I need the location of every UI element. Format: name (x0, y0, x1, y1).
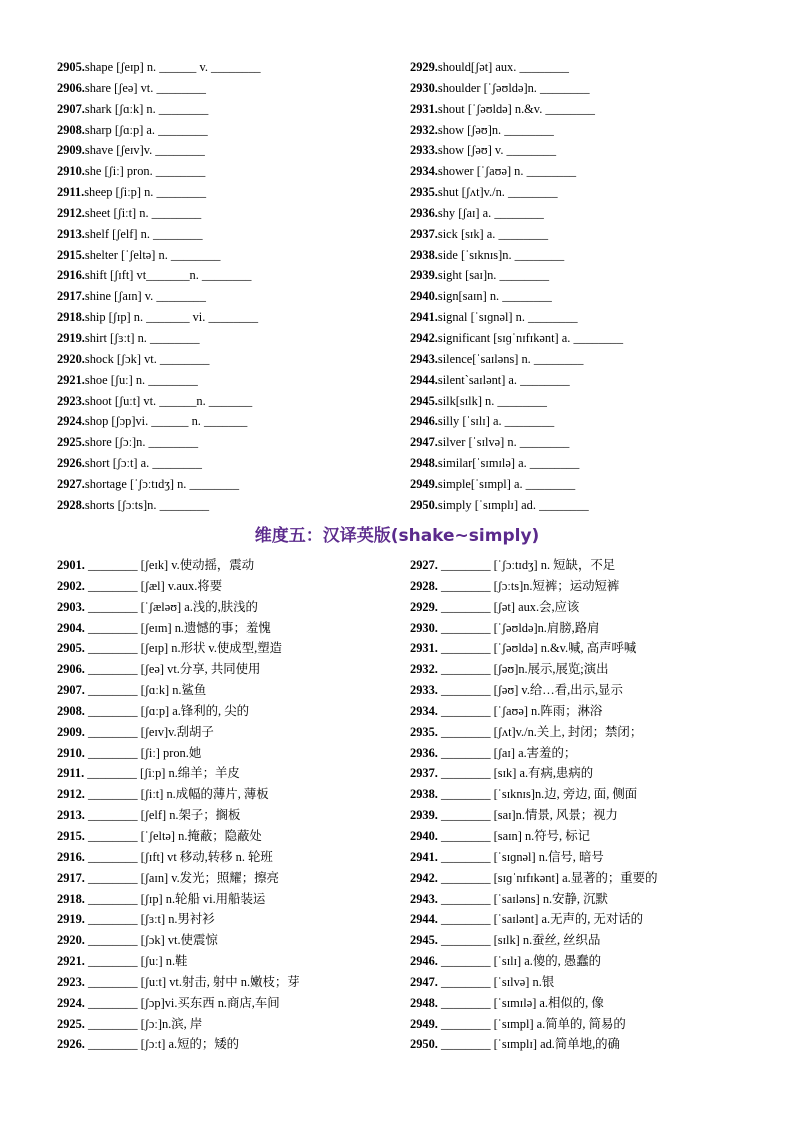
entry-number: 2917. (57, 870, 85, 885)
entry-text: ________ [ˈsɪknɪs]n.边, 旁边, 面, 侧面 (437, 787, 638, 802)
entry-text: ________ [ʃeɪm] n.遗憾的事；羞愧 (84, 620, 271, 635)
entry-number: 2932. (410, 122, 438, 137)
vocab-entry (410, 1014, 657, 1035)
entry-number: 2941. (410, 849, 438, 864)
entry-number: 2915. (57, 247, 85, 262)
entry-number: 2907. (57, 101, 85, 116)
entry-number: 2923. (57, 393, 85, 408)
entry-text: should[ʃət] aux. ________ (437, 60, 570, 74)
vocab-entry (410, 618, 657, 639)
entry-text: ________ [ʃɔːt] a.短的；矮的 (84, 1037, 240, 1052)
entry-number: 2929. (410, 599, 438, 614)
entry-text: ________ [ʃɪp] n.轮船 vi.用船装运 (84, 891, 266, 906)
vocab-entry (57, 763, 300, 784)
entry-number: 2926. (57, 456, 85, 471)
entry-text: ________ [ʃuːt] vt.射击, 射中 n.嫩枝；芽 (84, 974, 300, 989)
entry-text: silly [ˈsɪlɪ] a. ________ (437, 414, 555, 429)
entry-number: 2918. (57, 891, 85, 906)
entry-number: 2949. (410, 1016, 438, 1031)
entry-text: ________ [sɪk] a.有病,患病的 (437, 766, 594, 781)
entry-number: 2934. (410, 164, 438, 179)
entry-number: 2905. (57, 60, 85, 74)
entry-number: 2928. (410, 578, 438, 593)
entry-number: 2928. (57, 497, 85, 512)
entry-text: shout [ˈʃəʊldə] n.&v. ________ (437, 101, 595, 116)
section2-title: 维度五：汉译英版(shake~simply) (254, 526, 540, 546)
vocab-entry (57, 722, 300, 743)
entry-number: 2926. (57, 1037, 85, 1052)
entry-text: shop [ʃɔp]vi. ______ n. _______ (84, 414, 248, 429)
vocab-entry (410, 763, 657, 784)
vocab-entry (57, 868, 300, 889)
entry-text: ________ [ʃɔːts]n.短裤；运动短裤 (437, 578, 620, 593)
entry-number: 2938. (410, 787, 438, 802)
entry-text: shelf [ʃelf] n. ________ (84, 226, 203, 241)
entry-text: short [ʃɔːt] a. ________ (84, 456, 202, 471)
vocab-entry (57, 618, 300, 639)
entry-text: shelter [ˈʃeltə] n. ________ (84, 247, 221, 262)
vocab-entry (57, 680, 300, 701)
vocab-entry (410, 307, 623, 328)
entry-number: 2913. (57, 808, 85, 823)
entry-number: 2938. (410, 247, 438, 262)
vocab-entry (410, 182, 623, 203)
entry-text: show [ʃəʊ] v. ________ (437, 143, 557, 158)
entry-number: 2942. (410, 330, 438, 345)
entry-text: ________ [saɪ]n.情景, 风景；视力 (437, 808, 618, 823)
entry-text: ________ [ʃɔp]vi.买东西 n.商店,车间 (84, 995, 280, 1010)
entry-text: ________ [ˈʃɔːtɪdʒ] n. 短缺，不足 (437, 558, 616, 572)
entry-number: 2917. (57, 289, 85, 304)
entry-number: 2946. (410, 414, 438, 429)
vocab-entry (410, 99, 623, 120)
entry-text: ________ [ʃaɪ] a.害羞的； (437, 745, 577, 760)
entry-number: 2905. (57, 641, 85, 656)
entry-number: 2945. (410, 393, 438, 408)
entry-number: 2948. (410, 456, 438, 471)
entry-text: ________ [ʃiːp] n.绵羊；羊皮 (84, 766, 240, 781)
vocab-entry (57, 597, 300, 618)
entry-text: silence[ˈsaɪləns] n. ________ (437, 351, 584, 366)
entry-text: sick [sɪk] a. ________ (437, 226, 549, 241)
entry-number: 2915. (57, 828, 85, 843)
entry-text: ________ [ʃɔk] vt.使震惊 (84, 933, 218, 948)
entry-number: 2921. (57, 372, 85, 387)
entry-text: silk[sɪlk] n. ________ (437, 393, 547, 408)
vocab-entry (410, 224, 623, 245)
vocab-entry (57, 638, 300, 659)
entry-number: 2910. (57, 164, 85, 179)
entry-number: 2909. (57, 724, 85, 739)
entry-number: 2909. (57, 143, 85, 158)
entry-number: 2912. (57, 205, 85, 220)
entry-number: 2921. (57, 954, 85, 969)
entry-number: 2950. (410, 1037, 438, 1052)
vocab-entry (57, 889, 300, 910)
entry-text: ________ [ʃɑːp] a.锋利的, 尖的 (84, 703, 249, 718)
entry-text: sheet [ʃiːt] n. ________ (84, 205, 202, 220)
entry-number: 2932. (410, 662, 438, 677)
vocab-entry (410, 909, 657, 930)
entry-text: shoot [ʃuːt] vt. ______n. _______ (84, 393, 253, 408)
entry-number: 2949. (410, 476, 438, 491)
vocab-entry (410, 555, 657, 576)
vocab-entry (410, 120, 623, 141)
entry-text: ________ [ʃelf] n.架子；搁板 (84, 808, 241, 823)
entry-text: ________ [ʃɔː]n.滨, 岸 (84, 1016, 203, 1031)
entry-text: side [ˈsɪknɪs]n. ________ (437, 247, 565, 262)
entry-text: ________ [ˈʃəʊldə]n.肩膀,路肩 (437, 620, 600, 635)
entry-text: ________ [ˈʃəʊldə] n.&v.喊, 高声呼喊 (437, 641, 637, 656)
entry-number: 2950. (410, 497, 438, 512)
entry-text: ________ [ˈsɪmpl] a.简单的, 简易的 (437, 1016, 626, 1031)
entry-text: ________ [ʃuː] n.鞋 (84, 954, 188, 969)
vocab-entry (410, 328, 623, 349)
entry-text: simple[ˈsɪmpl] a. ________ (437, 476, 576, 491)
entry-number: 2904. (57, 620, 85, 635)
vocab-entry (57, 203, 261, 224)
vocab-entry (410, 453, 623, 474)
vocab-entry (57, 57, 261, 78)
entry-text: ________ [ˈsaɪləns] n.安静, 沉默 (437, 891, 608, 906)
vocab-entry (57, 847, 300, 868)
entry-text: ________ [ʃəʊ] v.给…看,出示,显示 (437, 683, 623, 698)
entry-text: sharp [ʃɑːp] a. ________ (84, 122, 208, 137)
entry-number: 2930. (410, 80, 438, 95)
entry-number: 2913. (57, 226, 85, 241)
vocab-entry (57, 909, 300, 930)
vocab-entry (410, 245, 623, 266)
entry-text: share [ʃeə] vt. ________ (84, 80, 207, 95)
entry-text: ________ [ˈsaɪlənt] a.无声的, 无对话的 (437, 912, 643, 927)
entry-text: shave [ʃeɪv]v. ________ (84, 143, 205, 158)
vocab-entry (410, 474, 623, 495)
vocab-entry (410, 432, 623, 453)
entry-number: 2916. (57, 268, 85, 283)
vocab-entry (410, 391, 623, 412)
vocab-entry (410, 576, 657, 597)
vocab-entry (57, 78, 261, 99)
entry-text: shy [ʃaɪ] a. ________ (437, 205, 544, 220)
entry-number: 2936. (410, 205, 438, 220)
vocab-entry (57, 930, 300, 951)
vocab-entry (57, 328, 261, 349)
entry-text: shift [ʃɪft] vt_______n. ________ (84, 268, 252, 283)
entry-text: ________ [ʃiːt] n.成幅的薄片, 薄板 (84, 787, 269, 802)
vocab-entry (57, 140, 261, 161)
entry-number: 2919. (57, 330, 85, 345)
entry-text: ________ [ˈsɪmɪlə] a.相似的, 像 (437, 995, 604, 1010)
vocab-entry (57, 307, 261, 328)
entry-text: shorts [ʃɔːts]n. ________ (84, 497, 210, 512)
entry-text: ________ [sɪlk] n.蚕丝, 丝织品 (437, 933, 601, 948)
entry-text: show [ʃəʊ]n. ________ (437, 122, 554, 137)
vocab-entry (57, 555, 300, 576)
entry-number: 2935. (410, 724, 438, 739)
entry-text: silver [ˈsɪlvə] n. ________ (437, 435, 570, 450)
section1-left-column (57, 57, 261, 516)
vocab-entry (57, 286, 261, 307)
entry-text: ________ [ˈsɪlvə] n.银 (437, 974, 555, 989)
entry-text: ________ [ʃeɪv]v.刮胡子 (84, 724, 214, 739)
vocab-entry (57, 474, 261, 495)
entry-number: 2916. (57, 849, 85, 864)
entry-number: 2941. (410, 310, 438, 325)
vocab-entry (57, 411, 261, 432)
vocab-entry (57, 576, 300, 597)
entry-number: 2937. (410, 226, 438, 241)
entry-number: 2933. (410, 683, 438, 698)
vocab-entry (57, 453, 261, 474)
section1-right-column (410, 57, 623, 516)
vocab-entry (410, 203, 623, 224)
vocab-entry (57, 432, 261, 453)
entry-text: ________ [ʃeɪp] n.形状 v.使成型,塑造 (84, 641, 282, 656)
entry-number: 2918. (57, 310, 85, 325)
vocab-entry (410, 847, 657, 868)
entry-number: 2908. (57, 122, 85, 137)
vocab-entry (57, 743, 300, 764)
entry-number: 2929. (410, 60, 438, 74)
entry-text: ________ [ʃiː] pron.她 (84, 745, 202, 760)
entry-text: ________ [ʃɜːt] n.男衬衫 (84, 912, 215, 927)
vocab-entry (410, 161, 623, 182)
entry-number: 2920. (57, 351, 85, 366)
vocab-entry (410, 993, 657, 1014)
entry-number: 2944. (410, 912, 438, 927)
vocab-entry (57, 99, 261, 120)
entry-number: 2944. (410, 372, 438, 387)
vocab-entry (410, 972, 657, 993)
vocab-entry (57, 972, 300, 993)
vocab-entry (57, 826, 300, 847)
entry-text: ________ [ˈsɪmplɪ] ad.简单地,的确 (437, 1037, 620, 1052)
vocab-entry (57, 391, 261, 412)
vocab-entry (57, 701, 300, 722)
entry-number: 2943. (410, 351, 438, 366)
entry-number: 2925. (57, 435, 85, 450)
vocab-entry (410, 889, 657, 910)
entry-text: shore [ʃɔː]n. ________ (84, 435, 199, 450)
entry-text: ________ [saɪn] n.符号, 标记 (437, 828, 591, 843)
vocab-entry (410, 868, 657, 889)
vocab-entry (57, 161, 261, 182)
entry-text: shut [ʃʌt]v./n. ________ (437, 185, 558, 200)
entry-number: 2930. (410, 620, 438, 635)
entry-text: ________ [ˈsɪlɪ] a.傻的, 愚蠢的 (437, 954, 602, 969)
entry-number: 2939. (410, 268, 438, 283)
entry-number: 2940. (410, 828, 438, 843)
entry-number: 2948. (410, 995, 438, 1010)
entry-number: 2931. (410, 101, 438, 116)
entry-number: 2937. (410, 766, 438, 781)
vocab-entry (57, 349, 261, 370)
entry-number: 2924. (57, 995, 85, 1010)
vocab-entry (410, 659, 657, 680)
vocab-entry (57, 993, 300, 1014)
entry-number: 2947. (410, 435, 438, 450)
entry-text: signal [ˈsɪɡnəl] n. ________ (437, 310, 578, 325)
entry-text: shortage [ˈʃɔːtɪdʒ] n. ________ (84, 476, 240, 491)
vocab-entry (57, 784, 300, 805)
vocab-entry (57, 805, 300, 826)
entry-text: shine [ʃaɪn] v. ________ (84, 289, 206, 304)
vocab-entry (57, 265, 261, 286)
entry-number: 2935. (410, 185, 438, 200)
vocab-entry (410, 680, 657, 701)
vocab-entry (410, 930, 657, 951)
vocab-entry (57, 659, 300, 680)
entry-text: shark [ʃɑːk] n. ________ (84, 101, 209, 116)
vocab-entry (57, 951, 300, 972)
vocab-entry (410, 411, 623, 432)
vocab-entry (410, 743, 657, 764)
entry-text: ________ [ʃaɪn] v.发光；照耀；擦亮 (84, 870, 279, 885)
entry-number: 2927. (57, 476, 85, 491)
entry-number: 2931. (410, 641, 438, 656)
entry-text: shoulder [ˈʃəʊldə]n. ________ (437, 80, 590, 95)
entry-text: ________ [ʃɪft] vt 移动,转移 n. 轮班 (84, 849, 273, 864)
entry-number: 2907. (57, 683, 85, 698)
entry-text: ________ [ʃɑːk] n.鲨鱼 (84, 683, 207, 698)
entry-text: she [ʃiː] pron. ________ (84, 164, 206, 179)
entry-text: ________ [ʃeɪk] v.使动摇，震动 (84, 558, 255, 572)
entry-number: 2934. (410, 703, 438, 718)
vocab-entry (410, 826, 657, 847)
entry-text: similar[ˈsɪmɪlə] a. ________ (437, 456, 580, 471)
vocab-entry (410, 57, 623, 78)
vocab-entry (410, 349, 623, 370)
entry-number: 2940. (410, 289, 438, 304)
entry-text: shirt [ʃɜːt] n. ________ (84, 330, 200, 345)
vocab-entry (57, 224, 261, 245)
vocab-entry (410, 265, 623, 286)
entry-number: 2927. (410, 558, 438, 572)
entry-number: 2906. (57, 80, 85, 95)
vocab-entry (57, 245, 261, 266)
entry-number: 2933. (410, 143, 438, 158)
entry-number: 2924. (57, 414, 85, 429)
entry-number: 2943. (410, 891, 438, 906)
section2-left-column (57, 555, 300, 1055)
entry-number: 2908. (57, 703, 85, 718)
entry-number: 2902. (57, 578, 85, 593)
entry-text: ________ [ˈʃaʊə] n.阵雨；淋浴 (437, 703, 603, 718)
entry-number: 2946. (410, 954, 438, 969)
entry-text: ________ [ˈsɪɡnəl] n.信号, 暗号 (437, 849, 604, 864)
entry-text: ________ [sɪɡˈnɪfɪkənt] a.显著的；重要的 (437, 870, 658, 885)
entry-number: 2939. (410, 808, 438, 823)
vocab-entry (410, 286, 623, 307)
entry-number: 2911. (57, 185, 85, 200)
entry-text: ________ [ʃʌt]v./n.关上, 封闭；禁闭； (437, 724, 643, 739)
entry-text: ship [ʃɪp] n. _______ vi. ________ (84, 310, 259, 325)
vocab-entry (57, 182, 261, 203)
entry-number: 2919. (57, 912, 85, 927)
entry-text: shower [ˈʃaʊə] n. ________ (437, 164, 577, 179)
vocab-entry (410, 701, 657, 722)
vocab-entry (410, 784, 657, 805)
vocab-entry (57, 1034, 300, 1055)
vocab-entry (410, 370, 623, 391)
vocab-entry (410, 638, 657, 659)
vocab-entry (57, 495, 261, 516)
entry-text: sight [saɪ]n. ________ (437, 268, 550, 283)
vocab-entry (410, 140, 623, 161)
vocab-entry (410, 78, 623, 99)
entry-text: sheep [ʃiːp] n. ________ (84, 185, 207, 200)
entry-text: ________ [ʃəʊ]n.展示,展览;演出 (437, 662, 609, 677)
section2-right-column (410, 555, 657, 1055)
vocab-entry (57, 120, 261, 141)
entry-text: significant [sɪɡˈnɪfɪkənt] a. ________ (437, 330, 624, 345)
entry-number: 2936. (410, 745, 438, 760)
entry-number: 2903. (57, 599, 85, 614)
entry-text: ________ [ˈʃæləʊ] a.浅的,肤浅的 (84, 599, 258, 614)
vocab-entry (410, 805, 657, 826)
entry-number: 2906. (57, 662, 85, 677)
vocab-entry (410, 722, 657, 743)
entry-number: 2910. (57, 745, 85, 760)
vocab-entry (410, 951, 657, 972)
entry-text: shape [ʃeɪp] n. ______ v. ________ (84, 60, 261, 74)
entry-text: shock [ʃɔk] vt. ________ (84, 351, 210, 366)
entry-text: ________ [ʃət] aux.会,应该 (437, 599, 580, 614)
vocab-entry (57, 1014, 300, 1035)
entry-number: 2911. (57, 766, 85, 781)
entry-number: 2925. (57, 1016, 85, 1031)
entry-text: ________ [ʃeə] vt.分享, 共同使用 (84, 662, 261, 677)
vocab-entry (410, 597, 657, 618)
entry-number: 2942. (410, 870, 438, 885)
entry-number: 2947. (410, 974, 438, 989)
entry-number: 2901. (57, 558, 85, 572)
entry-text: shoe [ʃuː] n. ________ (84, 372, 198, 387)
entry-number: 2912. (57, 787, 85, 802)
entry-text: simply [ˈsɪmplɪ] ad. ________ (437, 497, 589, 512)
entry-text: silent`saɪlənt] a. ________ (437, 372, 570, 387)
entry-text: sign[saɪn] n. ________ (437, 289, 552, 304)
entry-number: 2945. (410, 933, 438, 948)
vocab-entry (57, 370, 261, 391)
vocab-entry (410, 1034, 657, 1055)
entry-number: 2920. (57, 933, 85, 948)
vocab-entry (410, 495, 623, 516)
entry-text: ________ [ʃæl] v.aux.将要 (84, 578, 223, 593)
entry-text: ________ [ˈʃeltə] n.掩蔽；隐蔽处 (84, 828, 262, 843)
entry-number: 2923. (57, 974, 85, 989)
